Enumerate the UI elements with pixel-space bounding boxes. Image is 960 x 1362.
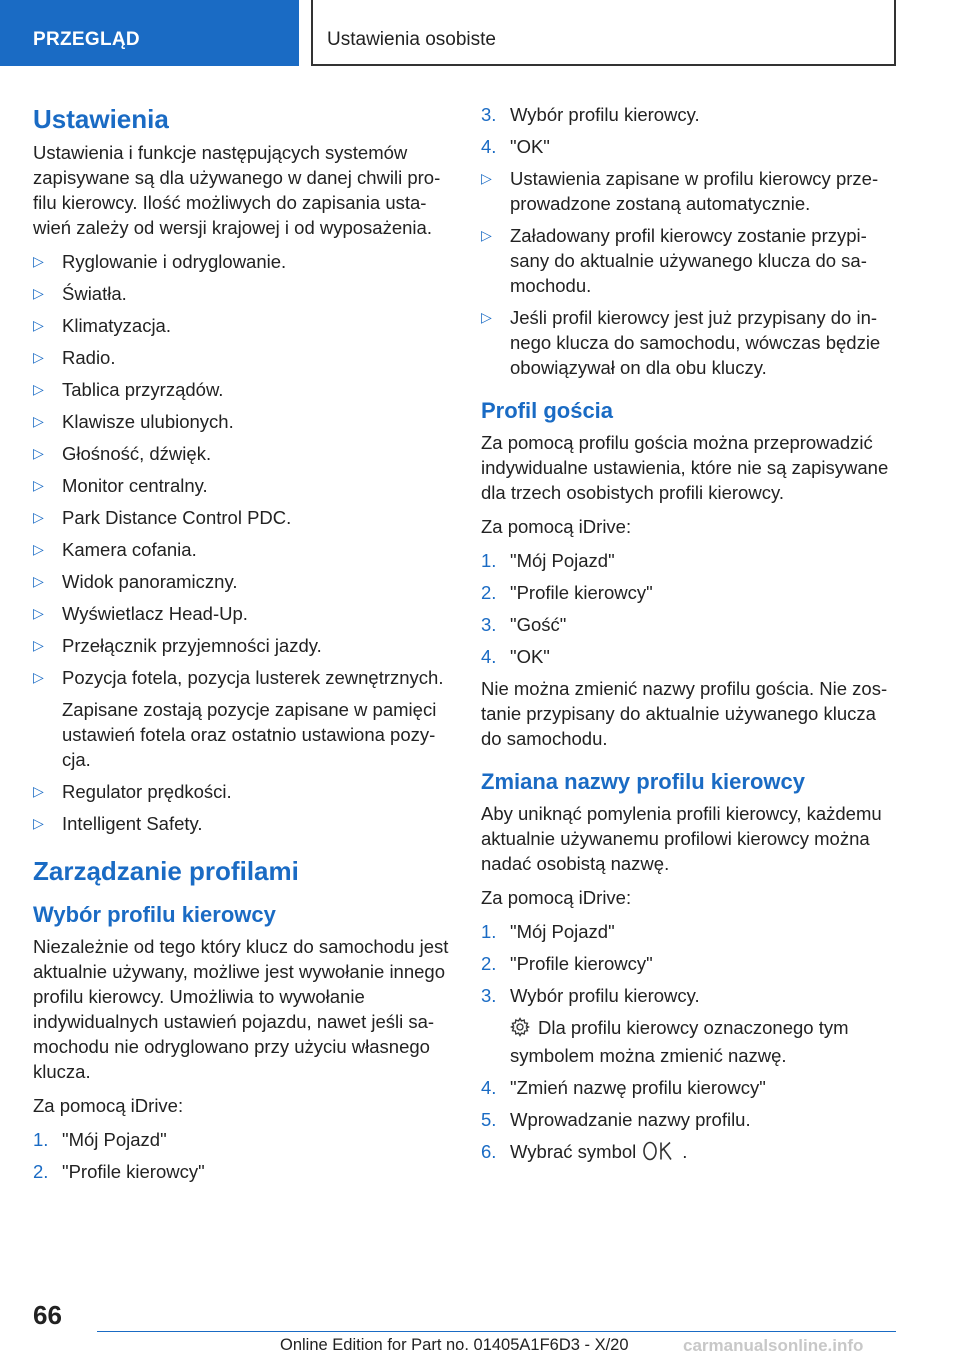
rename-steps-cont xyxy=(481,1075,897,1168)
watermark: carmanualsonline.info xyxy=(683,1336,864,1355)
bullet-icon: ▷ xyxy=(33,285,44,301)
profile-notes-list xyxy=(481,166,897,380)
gear-icon xyxy=(510,1017,530,1043)
step-item: 1. "Mój Pojazd" xyxy=(481,921,615,942)
right-column xyxy=(481,102,897,1175)
rename-steps xyxy=(481,919,897,1008)
page-header xyxy=(0,0,960,66)
step-item: 3. "Gość" xyxy=(481,614,567,635)
step-item: 3. Wybór profilu kierowcy. xyxy=(481,985,700,1006)
edition-text: Online Edition for Part no. 01405A1F6D3 - X/20 xyxy=(280,1336,629,1354)
list-item: ▷ Tablica przyrządów. xyxy=(33,379,224,400)
bullet-icon: ▷ xyxy=(33,815,44,831)
bullet-icon: ▷ xyxy=(33,509,44,525)
ok-symbol-icon xyxy=(642,1140,676,1168)
list-item: ▷ Wyświetlacz Head-Up. xyxy=(33,603,248,624)
footer-divider xyxy=(97,1331,896,1332)
step-item: 4. "OK" xyxy=(481,136,550,157)
settings-list-cont xyxy=(33,779,449,836)
bullet-icon: ▷ xyxy=(33,605,44,621)
heading-profiles: Zarządzanie profilami xyxy=(33,856,299,886)
list-item: ▷ Ustawienia zapisane w profilu kierowcy przeprowadzone zostaną automatycznie. xyxy=(481,168,879,214)
list-item: ▷ Pozycja fotela, pozycja lusterek zewnętrznych. xyxy=(33,667,444,688)
left-column xyxy=(33,102,449,1191)
bullet-icon: ▷ xyxy=(33,349,44,365)
bullet-icon: ▷ xyxy=(481,227,492,243)
bullet-icon: ▷ xyxy=(33,253,44,269)
gear-note: Dla profilu kierowcy oznaczonego tym symbolem można zmienić nazwę. xyxy=(510,1017,849,1066)
guest-note: Nie można zmienić nazwy profilu gościa. Nie zostanie przypisany do aktualnie używanego klucza do samochodu. xyxy=(481,678,888,749)
step-item: 4. "OK" xyxy=(481,646,550,667)
select-paragraph: Niezależnie od tego który klucz do samochodu jest aktualnie używany, możliwe jest wywołanie innego profilu kierowcy. Umożliwia to wywołanie indywidualnych ustawień pojazdu, nawet jeśli samochodu nie odryglowano przy użyciu własnego klucza. xyxy=(33,936,449,1082)
bullet-icon: ▷ xyxy=(33,637,44,653)
list-item: ▷ Kamera cofania. xyxy=(33,539,197,560)
chapter-title: Ustawienia osobiste xyxy=(311,0,896,66)
page-number: 66 xyxy=(33,1300,62,1330)
guest-steps xyxy=(481,548,897,669)
bullet-icon: ▷ xyxy=(481,309,492,325)
settings-list xyxy=(33,249,449,690)
step-item: 4. "Zmień nazwę profilu kierowcy" xyxy=(481,1077,766,1098)
step-item: 2. "Profile kierowcy" xyxy=(33,1161,205,1182)
step-item: 3. Wybór profilu kierowcy. xyxy=(481,104,700,125)
bullet-icon: ▷ xyxy=(33,783,44,799)
select-steps-cont xyxy=(481,102,897,159)
section-tab: PRZEGLĄD xyxy=(0,0,299,66)
list-item: ▷ Przełącznik przyjemności jazdy. xyxy=(33,635,322,656)
step-item: 5. Wprowadzanie nazwy profilu. xyxy=(481,1109,751,1130)
list-item: ▷ Załadowany profil kierowcy zostanie przypisany do aktualnie używanego klucza do samochodu. xyxy=(481,225,867,296)
via-idrive-label: Za pomocą iDrive: xyxy=(33,1095,184,1116)
list-item: ▷ Klawisze ulubionych. xyxy=(33,411,234,432)
seat-note: Zapisane zostają pozycje zapisane w pamięci ustawień fotela oraz ostatnio ustawiona pozycja. xyxy=(62,699,437,770)
step-item: 6. Wybrać symbol . xyxy=(481,1139,897,1168)
bullet-icon: ▷ xyxy=(33,573,44,589)
bullet-icon: ▷ xyxy=(481,170,492,186)
bullet-icon: ▷ xyxy=(33,413,44,429)
list-item: ▷ Klimatyzacja. xyxy=(33,315,171,336)
intro-paragraph: Ustawienia i funkcje następujących systemów zapisywane są dla używanego w danej chwili profilu kierowcy. Ilość możliwych do zapisania ustawień zależy od wersji krajowej i od wyposażenia. xyxy=(33,142,441,238)
list-item: ▷ Jeśli profil kierowcy jest już przypisany do innego klucza do samochodu, wówczas będzie obowiązywał on dla obu kluczy. xyxy=(481,307,881,378)
heading-rename-profile: Zmiana nazwy profilu kierowcy xyxy=(481,769,805,794)
bullet-icon: ▷ xyxy=(33,477,44,493)
step-item: 2. "Profile kierowcy" xyxy=(481,582,653,603)
heading-settings: Ustawienia xyxy=(33,104,169,134)
bullet-icon: ▷ xyxy=(33,381,44,397)
rename-paragraph: Aby uniknąć pomylenia profili kierowcy, każdemu aktualnie używanemu profilowi kierowcy można nadać osobistą nazwę. xyxy=(481,803,882,874)
select-steps xyxy=(33,1127,449,1184)
list-item: ▷ Światła. xyxy=(33,283,127,304)
step-item: 1. "Mój Pojazd" xyxy=(33,1129,167,1150)
bullet-icon: ▷ xyxy=(33,669,44,685)
bullet-icon: ▷ xyxy=(33,317,44,333)
via-idrive-label: Za pomocą iDrive: xyxy=(481,887,632,908)
bullet-icon: ▷ xyxy=(33,541,44,557)
list-item: ▷ Radio. xyxy=(33,347,116,368)
via-idrive-label: Za pomocą iDrive: xyxy=(481,516,632,537)
heading-select-profile: Wybór profilu kierowcy xyxy=(33,902,276,927)
heading-guest-profile: Profil gościa xyxy=(481,398,614,423)
bullet-icon: ▷ xyxy=(33,445,44,461)
guest-paragraph: Za pomocą profilu gościa można przeprowadzić indywidualne ustawienia, które nie są zapisywane dla trzech osobistych profili kierowcy. xyxy=(481,432,889,503)
list-item: ▷ Intelligent Safety. xyxy=(33,813,203,834)
list-item: ▷ Regulator prędkości. xyxy=(33,781,232,802)
list-item: ▷ Głośność, dźwięk. xyxy=(33,443,212,464)
list-item: ▷ Monitor centralny. xyxy=(33,475,208,496)
list-item: ▷ Ryglowanie i odryglowanie. xyxy=(33,251,287,272)
list-item: ▷ Widok panoramiczny. xyxy=(33,571,238,592)
step-item: 2. "Profile kierowcy" xyxy=(481,953,653,974)
step-item: 1. "Mój Pojazd" xyxy=(481,550,615,571)
list-item: ▷ Park Distance Control PDC. xyxy=(33,507,292,528)
